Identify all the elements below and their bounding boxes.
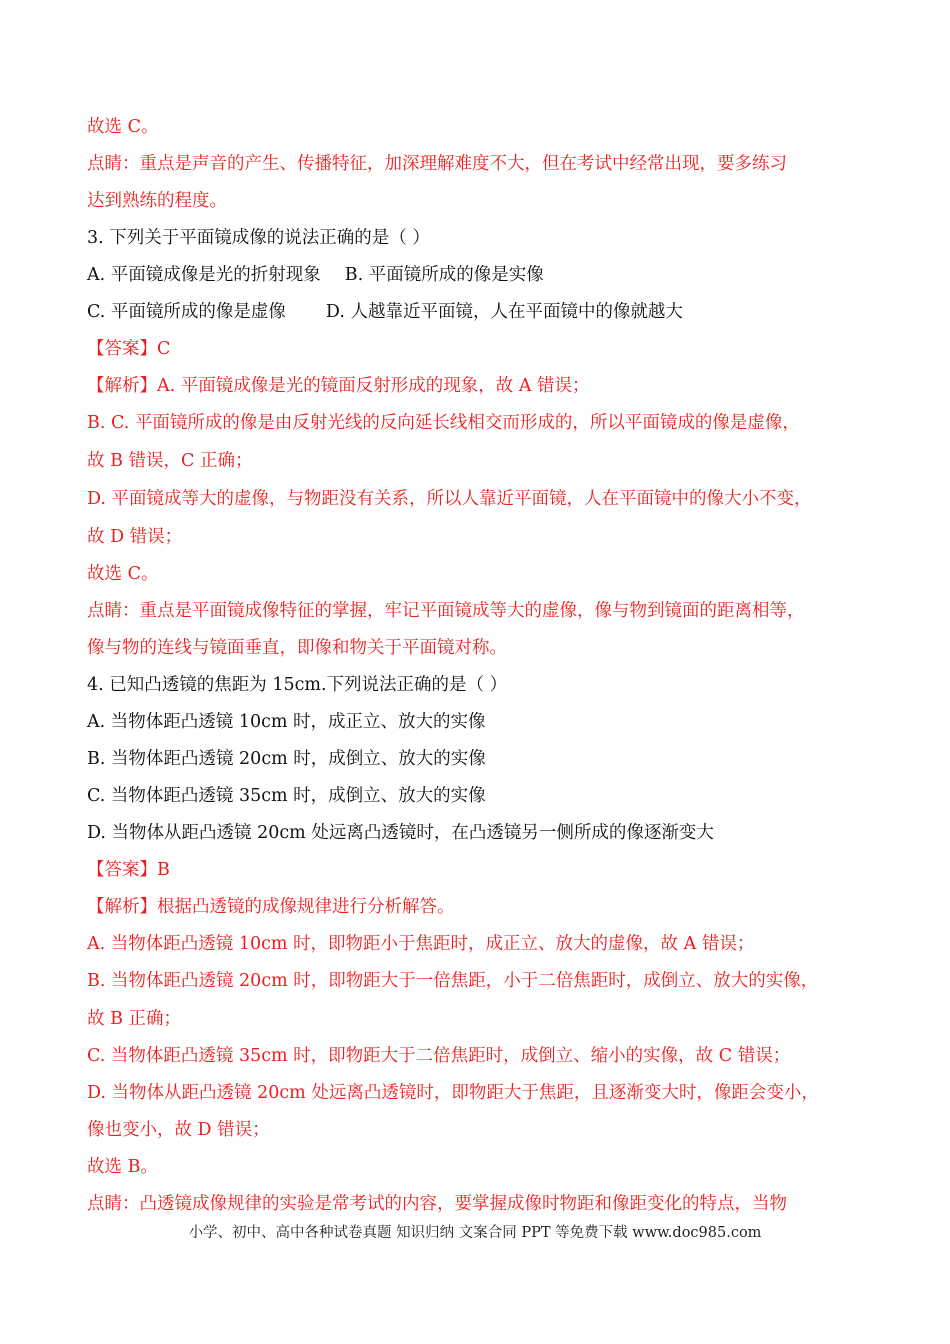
question-4-analysis: 像也变小，故 D 错误； [87, 1120, 270, 1140]
question-3-analysis: B. C. 平面镜所成的像是由反射光线的反向延长线相交而形成的，所以平面镜成的像是虚像， [87, 413, 800, 433]
tip-line-cont: 达到熟练的程度。 [87, 191, 227, 211]
option-d: D. 人越靠近平面镜，人在平面镜中的像就越大 [325, 302, 683, 322]
question-3-options-ab [87, 264, 544, 286]
page-footer: 小学、初中、高中各种试卷真题 知识归纳 文案合同 PPT 等免费下载 www.doc985.com [188, 1225, 762, 1241]
question-4-analysis: A. 当物体距凸透镜 10cm 时，即物距小于焦距时，成正立、放大的虚像，故 A 错误； [87, 934, 755, 954]
question-3-choose: 故选 C。 [87, 564, 159, 584]
option-b: B. 平面镜所成的像是实像 [344, 265, 544, 285]
question-3-options-cd [87, 301, 683, 323]
question-3-analysis: 故 D 错误； [87, 527, 183, 547]
question-4-analysis: 【解析】根据凸透镜的成像规律进行分析解答。 [87, 897, 455, 917]
tip-line: 点睛：重点是声音的产生、传播特征，加深理解难度不大，但在考试中经常出现，要多练习 [87, 154, 787, 174]
question-4-option-a: A. 当物体距凸透镜 10cm 时，成正立、放大的实像 [87, 712, 486, 732]
question-4-analysis: D. 当物体从距凸透镜 20cm 处远离凸透镜时，即物距大于焦距，且逐渐变大时，像距会变小， [87, 1083, 819, 1103]
question-3-tip: 点睛：重点是平面镜成像特征的掌握，牢记平面镜成等大的虚像，像与物到镜面的距离相等， [87, 601, 805, 621]
choose-c-line: 故选 C。 [87, 117, 159, 137]
question-4-stem: 4. 已知凸透镜的焦距为 15cm.下列说法正确的是（ ） [87, 675, 508, 695]
question-4-option-d: D. 当物体从距凸透镜 20cm 处远离凸透镜时，在凸透镜另一侧所成的像逐渐变大 [87, 823, 714, 843]
option-c: C. 平面镜所成的像是虚像 [87, 302, 286, 322]
question-4-option-b: B. 当物体距凸透镜 20cm 时，成倒立、放大的实像 [87, 749, 486, 769]
question-3-analysis: D. 平面镜成等大的虚像，与物距没有关系，所以人靠近平面镜，人在平面镜中的像大小不变， [87, 489, 812, 509]
question-3-stem: 3. 下列关于平面镜成像的说法正确的是（ ） [87, 228, 430, 248]
question-3-tip: 像与物的连线与镜面垂直，即像和物关于平面镜对称。 [87, 638, 507, 658]
question-4-answer: 【答案】B [87, 860, 170, 880]
question-4-analysis: 故 B 正确； [87, 1009, 181, 1029]
question-3-answer: 【答案】C [87, 339, 171, 359]
question-4-choose: 故选 B。 [87, 1157, 158, 1177]
question-3-analysis: 【解析】A. 平面镜成像是光的镜面反射形成的现象，故 A 错误； [87, 376, 590, 396]
question-4-tip: 点睛：凸透镜成像规律的实验是常考试的内容，要掌握成像时物距和像距变化的特点，当物 [87, 1194, 787, 1214]
question-4-analysis: C. 当物体距凸透镜 35cm 时，即物距大于二倍焦距时，成倒立、缩小的实像，故 C 错误； [87, 1046, 791, 1066]
question-4-option-c: C. 当物体距凸透镜 35cm 时，成倒立、放大的实像 [87, 786, 486, 806]
option-a: A. 平面镜成像是光的折射现象 [87, 265, 321, 285]
question-4-analysis: B. 当物体距凸透镜 20cm 时，即物距大于一倍焦距，小于二倍焦距时，成倒立、放大的实像， [87, 971, 819, 991]
question-3-analysis: 故 B 错误，C 正确； [87, 451, 253, 471]
